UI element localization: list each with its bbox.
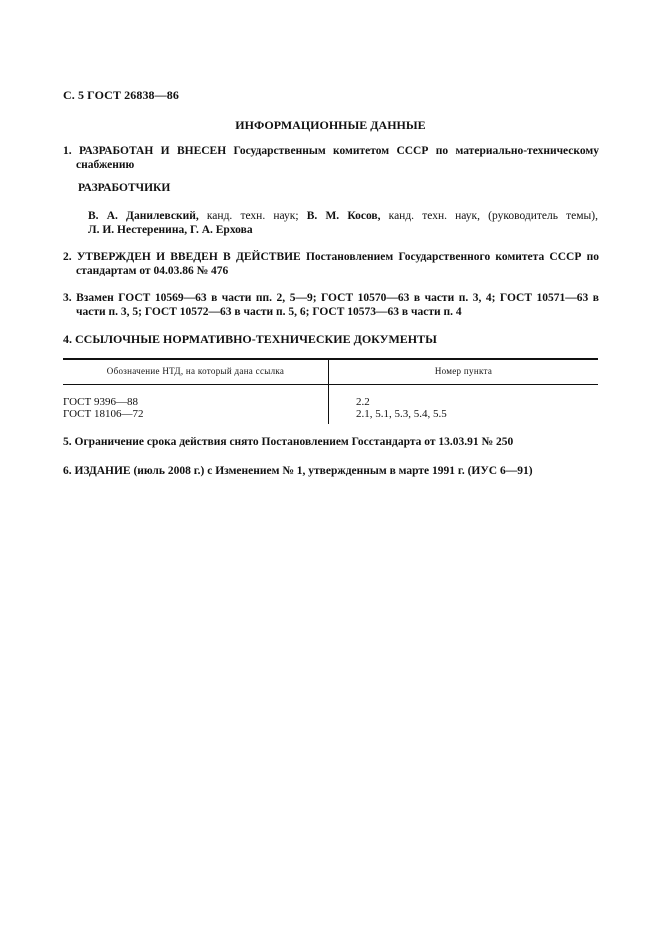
item-5-validity: 5. Ограничение срока действия снято Постановлением Госстандарта от 13.03.91 № 250 [63,436,514,448]
item-1-continuation: снабжению [76,159,135,171]
item-3-continuation: части п. 3, 5; ГОСТ 10572—63 в части п. 5, 6; ГОСТ 10573—63 в части п. 4 [76,306,462,318]
table-header-clause: Номер пункта [434,366,493,376]
table-header-document: Обозначение НТД, на который дана ссылка [106,366,285,376]
table-cell-clause: 2.1, 5.1, 5.3, 5.4, 5.5 [356,408,447,420]
item-2-approved [63,250,599,278]
developers-list [88,209,598,237]
item-1-text: 1. РАЗРАБОТАН И ВНЕСЕН Государственным комитетом СССР по материально-техническому [63,145,599,157]
item-3-replaces [63,291,599,319]
page-header: С. 5 ГОСТ 26838—86 [63,88,179,102]
item-4-heading: 4. ССЫЛОЧНЫЕ НОРМАТИВНО-ТЕХНИЧЕСКИЕ ДОКУМЕНТЫ [63,332,437,346]
developer-degree-1: канд. техн. наук; [198,210,307,222]
developer-name-2: В. М. Косов, [306,210,381,222]
item-3-text: 3. Взамен ГОСТ 10569—63 в части пп. 2, 5—9; ГОСТ 10570—63 в части п. 3, 4; ГОСТ 10571—63 в [63,292,599,304]
item-2-continuation: стандартам от 04.03.86 № 476 [76,265,229,277]
table-header-rule [63,384,598,385]
item-1-developed-by [63,144,599,172]
developer-degree-2: канд. техн. наук, (руководитель темы), [380,210,598,222]
developers-line-2: Л. И. Нестеренина, Г. А. Ерхова [88,224,253,236]
table-top-rule [63,358,598,360]
table-cell-clause: 2.2 [356,396,370,408]
developer-name-1: В. А. Данилевский, [88,210,199,222]
item-6-edition: 6. ИЗДАНИЕ (июль 2008 г.) с Изменением № 1, утвержденным в марте 1991 г. (ИУС 6—91) [63,465,533,477]
section-title: ИНФОРМАЦИОННЫЕ ДАННЫЕ [235,118,426,132]
item-2-text: 2. УТВЕРЖДЕН И ВВЕДЕН В ДЕЙСТВИЕ Постановлением Государственного комитета СССР по [63,251,599,263]
developers-line-1 [88,209,598,223]
table-cell-doc: ГОСТ 9396—88 [63,396,138,408]
developers-heading: РАЗРАБОТЧИКИ [78,182,171,194]
table-cell-doc: ГОСТ 18106—72 [63,408,144,420]
